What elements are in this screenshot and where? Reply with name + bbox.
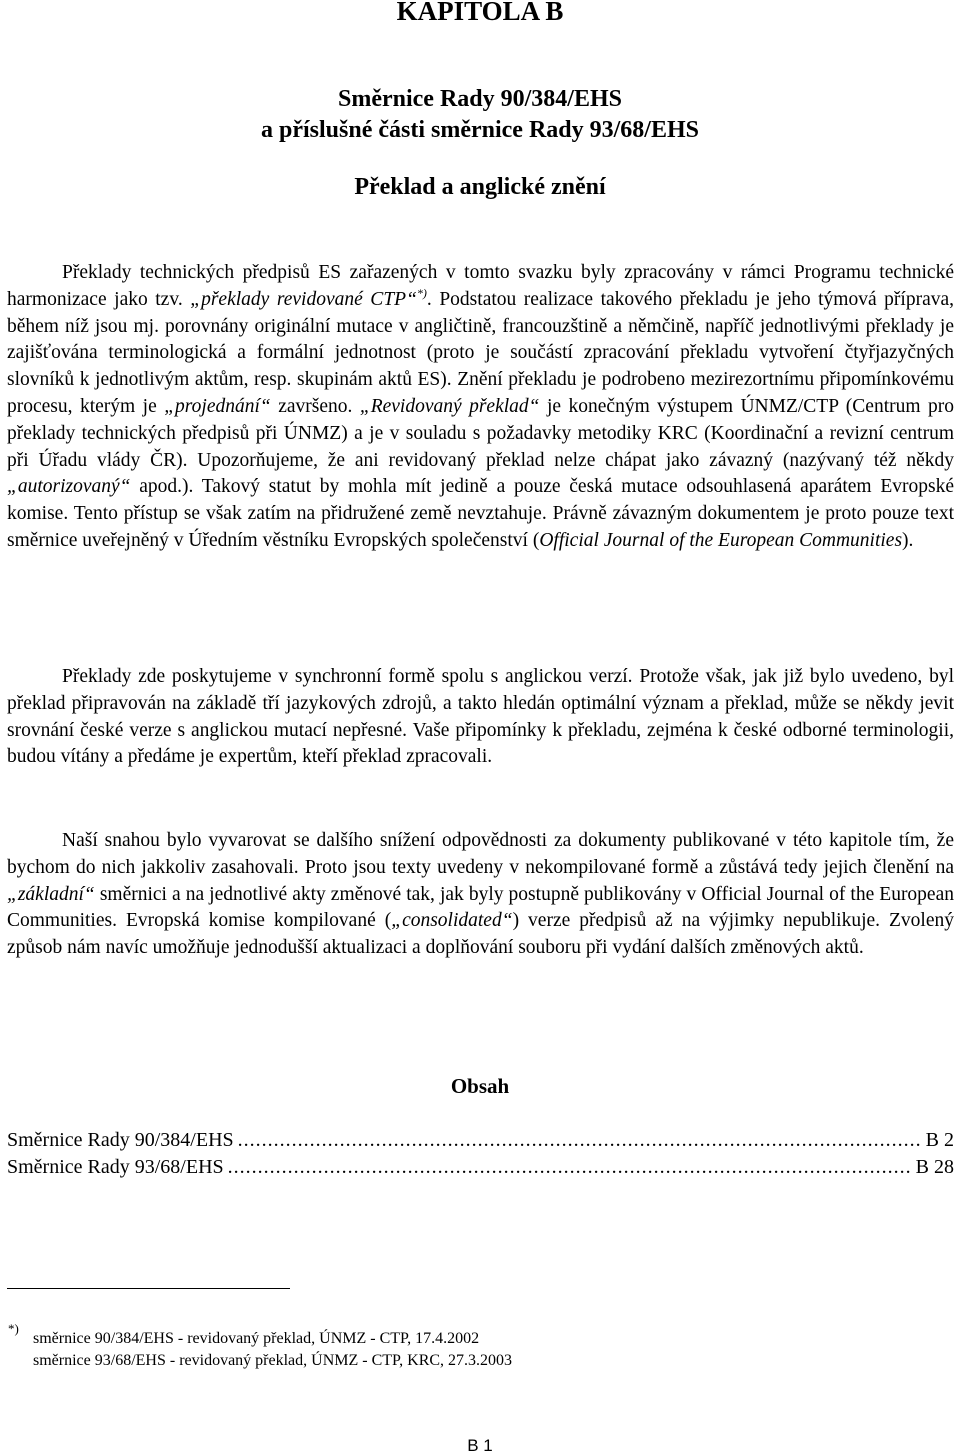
toc-entry[interactable] bbox=[7, 1156, 954, 1184]
p3-text-3: ) verze předpisů až na výjimky nepublikuje. Zvolený způsob nám navíc umožňuje jednodušší aktualizaci a doplňování souboru při vydání dalších změnových aktů. bbox=[7, 910, 955, 959]
footnote-divider bbox=[7, 1288, 290, 1289]
footnote-line: směrnice 90/384/EHS - revidovaný překlad, ÚNMZ - CTP, 17.4.2002 bbox=[33, 1330, 480, 1347]
p1-italic-1: „překlady revidované CTP“ bbox=[190, 288, 417, 310]
p1-italic-2: „projednání“ bbox=[164, 395, 271, 417]
footnote-line: směrnice 93/68/EHS - revidovaný překlad, ÚNMZ - CTP, KRC, 27.3.2003 bbox=[33, 1352, 513, 1369]
p3-italic-2: „consolidated“ bbox=[391, 910, 513, 932]
toc-entry-page: B 2 bbox=[925, 1129, 954, 1151]
paragraph-intro bbox=[7, 260, 954, 555]
heading-subtitle: Překlad a anglické znění bbox=[354, 174, 606, 200]
toc-title: Obsah bbox=[450, 1074, 510, 1098]
footnote-reference: *) bbox=[416, 285, 427, 300]
p3-text-2: směrnici a na jednotlivé akty změnové tak, jak byly postupně publikovány v Official Journal of the European Communities. Evropská komise kompilované ( bbox=[7, 883, 954, 932]
p1-text-6: ). bbox=[902, 529, 914, 551]
p3-text-1: Naší snahou bylo vyvarovat se dalšího snížení odpovědnosti za dokumenty publikované v této kapitole tím, že bychom do nich jakkoliv zasahovali. Proto jsou texty uvedeny v nekompilované formě a zůstává tedy jejich členění na bbox=[7, 830, 954, 878]
p1-italic-5: Official Journal of the European Communities bbox=[539, 529, 903, 551]
page-number: B 1 bbox=[467, 1436, 493, 1455]
footnote-mark: *) bbox=[8, 1321, 19, 1336]
toc-entry-page: B 28 bbox=[915, 1156, 954, 1178]
paragraph-synchronous bbox=[7, 664, 954, 771]
p1-text-1: Překlady technických předpisů ES zařazených v tomto svazku byly zpracovány v rámci Programu technické harmonizace jako tzv. bbox=[7, 262, 954, 310]
p1-text-5: apod.). Takový statut by mohla mít jedině a pouze česká mutace odsouhlasená aparátem Evropské komise. Tento přístup se však zatím na přidružené země nevztahuje. Právně závazným dokumentem je proto pouze text směrnice uveřejněný v Úředním věstníku Evropských společenství ( bbox=[7, 476, 954, 551]
toc-dot-leader bbox=[238, 1129, 922, 1152]
p1-text-2: . Podstatou realizace takového překladu je jeho týmová příprava, během níž jsou mj. porovnány originální mutace v angličtině, francouzštině a němčině, napříč jednotlivými překlady je zajišťována terminologická a formální jednotnost (proto je součástí zpracování překladu vytvoření čtyřjazyčných slovníků k jednotlivým aktům, resp. skupinám aktů ES). Znění překladu je podrobeno mezirezortnímu připomínkovému procesu, kterým je bbox=[7, 288, 955, 417]
chapter-title: KAPITOLA B bbox=[396, 0, 564, 26]
heading-line-2: a příslušné části směrnice Rady 93/68/EHS bbox=[260, 117, 699, 143]
p3-italic-1: „základní“ bbox=[7, 883, 95, 905]
p1-italic-4: „autorizovaný“ bbox=[7, 476, 131, 498]
toc-entry-label: Směrnice Rady 90/384/EHS bbox=[7, 1129, 234, 1151]
p1-italic-3: „Revidovaný překlad“ bbox=[359, 395, 540, 417]
p2-text: Překlady zde poskytujeme v synchronní formě spolu s anglickou verzí. Protože však, jak již bylo uvedeno, byl překlad připravován na základě tří jazykových zdrojů, a takto hledán optimální význam a překlad, může se někdy jevit srovnání české verze s anglickou mutací nepřesné. Vaše připomínky k překladu, zejména k české odborné terminologii, budou vítány a předáme je expertům, kteří překlad zpracovali. bbox=[7, 666, 954, 768]
p1-text-4: je konečným výstupem ÚNMZ/CTP (Centrum pro překlady technických předpisů při ÚNMZ) a je v souladu s požadavky metodiky KRC (Koordinační a revizní centrum při Úřadu vlády ČR). Upozorňujeme, že ani revidovaný překlad nelze chápat jako závazný (nazývaný též někdy bbox=[7, 395, 954, 471]
toc-dot-leader bbox=[228, 1156, 912, 1179]
p1-text-3: završeno. bbox=[270, 395, 360, 417]
paragraph-uncompiled bbox=[7, 828, 954, 962]
heading-line-1: Směrnice Rady 90/384/EHS bbox=[337, 86, 622, 112]
toc-entry[interactable] bbox=[7, 1129, 954, 1157]
toc-entry-label: Směrnice Rady 93/68/EHS bbox=[7, 1156, 224, 1178]
